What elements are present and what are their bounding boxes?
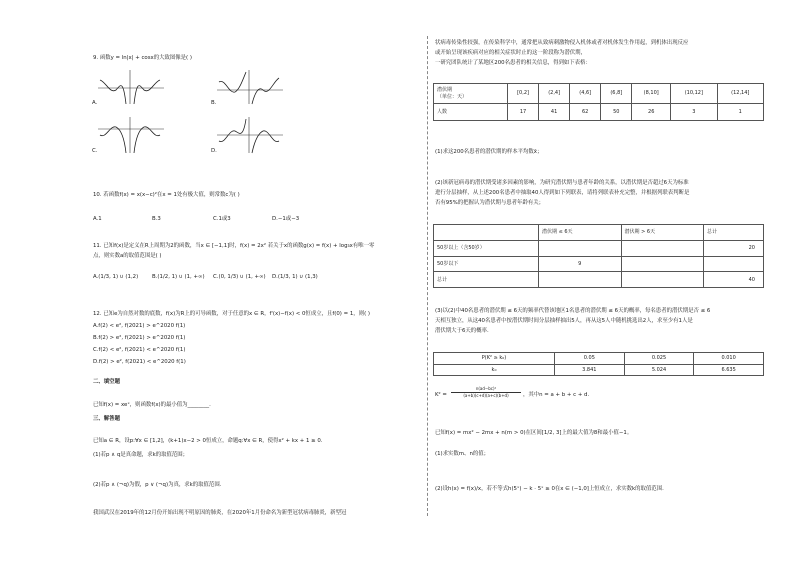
chi-cell: 0.05 [555, 353, 625, 365]
contingency-row-label: 50岁以上（含50岁） [434, 240, 539, 256]
contingency-cell: 9 [539, 256, 622, 272]
latency-row-label: 人数 [434, 104, 508, 121]
latency-col: (8,10] [632, 84, 671, 104]
question-15-part3-line3: 潜伏期大于6天的概率. [435, 328, 489, 334]
formula-lhs: K² = [435, 392, 447, 398]
latency-value: 1 [717, 104, 763, 121]
intro-line2: 或开始呈现该疾病对应的相关症状时止的这一阶段称为潜伏期， [435, 50, 586, 56]
formula-numerator: n(ad−bc)² [475, 386, 497, 391]
latency-header-label: 潜伏期 [437, 87, 453, 94]
q11-option-d: D.(1/3, 1) ∪ (1,3) [272, 274, 318, 280]
contingency-cell [621, 240, 704, 256]
question-11-line1: 11. 已知f(x)是定义在R上周期为2的函数，当x ∈ [−1,1]时，f(x) = 2x² 若关于x的函数g(x) = f(x) + log₃x有唯一零 [93, 243, 375, 249]
latency-col: (12,14] [717, 84, 763, 104]
contingency-cell [621, 272, 704, 288]
question-11-line2: 点，则实数a的取值范围是( ) [93, 253, 162, 259]
latency-header-cell [434, 84, 508, 104]
chi-row-label: P(K² ≥ k₀) [434, 353, 555, 365]
formula-note: ，其中n = a + b + c + d. [523, 392, 590, 398]
contingency-cell [539, 240, 622, 256]
graph-a [96, 68, 166, 106]
section-solutions: 三、解答题 [93, 416, 120, 422]
q10-option-c: C.1或3 [213, 216, 231, 222]
question-13: 已知f(x) = xeˣ，则函数f(x)的最小值为________. [93, 402, 211, 408]
chi-cell: 3.841 [555, 364, 625, 376]
question-12: 12. 已知e为自然对数的底数，f(x)为R上的可导函数，对于任意的x ∈ R，f'(x)−f(x) < 0恒成立，且f(0) = 1，则( ) [93, 311, 370, 317]
contingency-row-label: 总计 [434, 272, 539, 288]
question-15-part2-line3: 否有95%的把握认为潜伏期与患者年龄有关； [435, 200, 545, 206]
question-16-part1: (1)求实数m、n的值； [435, 451, 490, 457]
question-16-intro: 已知f(x) = mx² − 2mx + n(m > 0)在区间[1/2, 3]上的最大值为8和最小值−1。 [435, 430, 633, 436]
latency-value: 26 [632, 104, 671, 121]
contingency-cell: 20 [704, 240, 764, 256]
contingency-cell [704, 256, 764, 272]
question-16-part2: (2)设h(x) = f(x)/x，若不等式h(5ˣ) − k · 5ˣ ≥ 0在x ∈ (−1,0]上恒成立，求实数k的取值范围. [435, 486, 664, 492]
latency-col: (10,12] [671, 84, 717, 104]
question-10: 10. 若函数f(x) = x(x−c)²在x = 1处有极大值，则常数c为( ) [93, 192, 240, 198]
chi-cell: 0.010 [694, 353, 764, 365]
latency-table [433, 83, 764, 121]
latency-value: 3 [671, 104, 717, 121]
graph-c [96, 115, 166, 155]
contingency-table [433, 224, 764, 288]
question-14-part1: (1)若p ∧ q是真命题，求k的取值范围； [93, 452, 189, 458]
question-14-part2: (2)若p ∧ (¬q)为假，p ∨ (¬q)为真，求k的取值范围. [93, 482, 222, 488]
q10-option-b: B.3 [152, 216, 161, 222]
contingency-cell [621, 256, 704, 272]
option-a-label: A. [92, 100, 98, 106]
graph-b [215, 68, 285, 106]
section-fill-in: 二、填空题 [93, 379, 120, 385]
graph-d [215, 115, 285, 155]
question-15-intro: 我国武汉在2019年的12月份开始出现不明原因的肺炎，在2020年1月份命名为新型冠状病毒肺炎，新型冠 [93, 510, 347, 516]
contingency-head [434, 225, 539, 241]
chi-square-table [433, 352, 764, 376]
question-15-part2-line1: (2)该新冠病毒的潜伏期受诸多因素的影响，为研究潜伏期与患者年龄的关系，以潜伏期是否超过6天为标准 [435, 180, 689, 186]
latency-header-unit: （单位：天） [437, 93, 468, 100]
option-b-label: B. [211, 100, 217, 106]
intro-line3: 一研究团队统计了某地区200名患者的相关信息，得到如下表格： [435, 60, 591, 66]
question-9: 9. 函数y = ln|x| + cosx的大致图像是( ) [93, 55, 192, 61]
chi-cell: 5.024 [624, 364, 694, 376]
q11-option-b: B.(1/2, 1) ∪ (1, +∞) [152, 274, 205, 280]
formula-denominator: (a+b)(c+d)(a+c)(b+d) [463, 393, 509, 398]
chi-row-label: k₀ [434, 364, 555, 376]
contingency-cell: 40 [704, 272, 764, 288]
q10-option-a: A.1 [93, 216, 102, 222]
question-15-part3-line2: 天相互独立，从这40名患者中按潜伏期时间分层抽样抽出5人，再从这5人中随机挑选出2人，求至少有1人是 [435, 318, 693, 324]
q11-option-c: C.(0, 1/3) ∪ (1, +∞) [213, 274, 266, 280]
q12-option-c: C.f(2) < e², f(2021) < e^2020 f(1) [93, 347, 186, 353]
q11-option-a: A.(1/3, 1) ∪ (1,2) [93, 274, 139, 280]
latency-value: 41 [539, 104, 570, 121]
contingency-head: 潜伏期 ≤ 6天 [539, 225, 622, 241]
question-14-intro: 已知a ∈ R，设p:∀x ∈ [1,2]，(k+1)x−2 > 0恒成立，命题q:∀x ∈ R，使得x² + kx + 1 ≥ 0. [93, 438, 323, 444]
option-c-label: C. [92, 148, 98, 154]
contingency-row-label: 50岁以下 [434, 256, 539, 272]
question-15-part1: (1)求这200名患者的潜伏期的样本平均数x̄； [435, 149, 543, 155]
latency-col: (2,4] [539, 84, 570, 104]
q12-option-d: D.f(2) > e², f(2021) < e^2020 f(1) [93, 359, 186, 365]
contingency-head: 总计 [704, 225, 764, 241]
q10-option-d: D.−1或−3 [272, 216, 300, 222]
latency-col: (4,6] [570, 84, 601, 104]
contingency-head: 潜伏期 > 6天 [621, 225, 704, 241]
chi-cell: 6.635 [694, 364, 764, 376]
latency-col: (6,8] [601, 84, 632, 104]
question-15-part2-line2: 进行分层抽样，从上述200名患者中抽取40人得到如下列联表，请将列联表补充完整，并根据列联表判断是 [435, 190, 690, 196]
contingency-cell [539, 272, 622, 288]
latency-value: 62 [570, 104, 601, 121]
q12-option-a: A.f(2) < e², f(2021) > e^2020 f(1) [93, 323, 186, 329]
latency-col: [0,2] [508, 84, 539, 104]
chi-cell: 0.025 [624, 353, 694, 365]
latency-value: 17 [508, 104, 539, 121]
latency-value: 50 [601, 104, 632, 121]
column-divider [427, 36, 428, 516]
question-15-part3-line1: (3)以(2)中40名患者的潜伏期 ≤ 6天的频率代替该地区1名患者的潜伏期 ≤ 6天的概率，每名患者的潜伏期是否 ≤ 6 [435, 308, 711, 314]
option-d-label: D. [211, 148, 217, 154]
q12-option-b: B.f(2) > e², f(2021) > e^2020 f(1) [93, 335, 186, 341]
intro-line1: 状病毒传染性较强，在传染科学中，通常把从致病刺激物侵入机体或者对机体发生作用起，到机体出现反应 [435, 40, 689, 46]
